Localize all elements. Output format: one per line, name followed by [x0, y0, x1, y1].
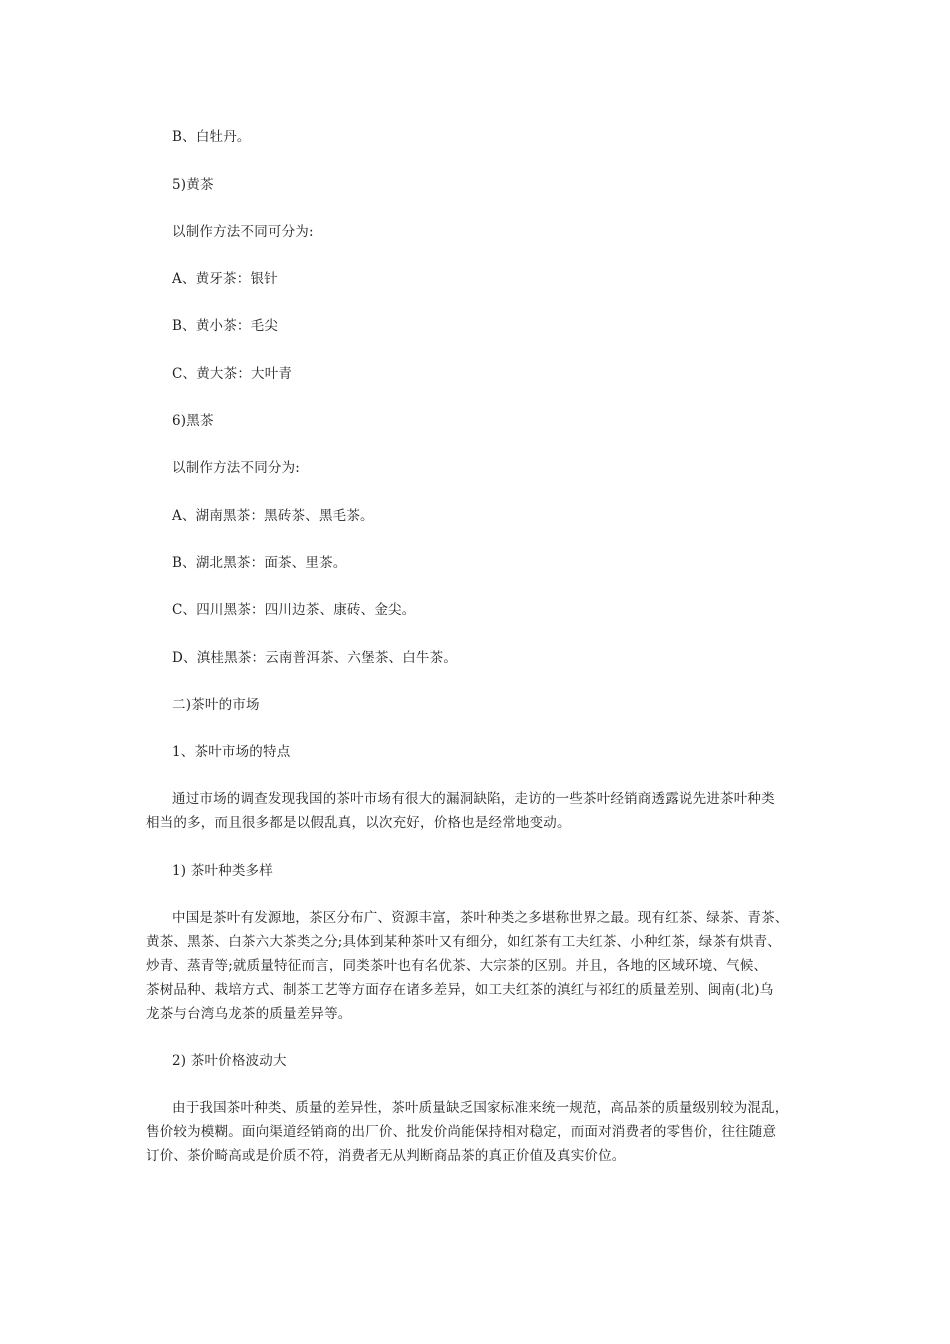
paragraph-line: 售价较为模糊。面向渠道经销商的出厂价、批发价尚能保持相对稳定，而面对消费者的零售价，往往随意 [146, 1124, 777, 1140]
list-item: A、湖南黑茶：黑砖茶、黑毛茶。 [172, 508, 374, 524]
paragraph-market-survey [146, 787, 812, 835]
section-heading-dark-tea: 6)黑茶 [172, 413, 214, 429]
list-item: C、黄大茶：大叶青 [172, 366, 293, 382]
paragraph-line: 龙茶与台湾乌龙茶的质量差异等。 [146, 1006, 352, 1022]
list-item: A、黄牙茶：银针 [172, 271, 278, 287]
text-line: 以制作方法不同可分为: [172, 224, 314, 240]
paragraph-line: 由于我国茶叶种类、质量的差异性，茶叶质量缺乏国家标准来统一规范，高品茶的质量级别较为混乱， [172, 1100, 789, 1116]
subsection-heading: 1) 茶叶种类多样 [172, 863, 273, 879]
paragraph-tea-variety [146, 906, 812, 1026]
subsection-heading: 1、茶叶市场的特点 [172, 744, 291, 760]
list-item: B、黄小茶：毛尖 [172, 318, 279, 334]
list-item: C、四川黑茶：四川边茶、康砖、金尖。 [172, 602, 416, 618]
text-line: 以制作方法不同分为: [172, 460, 301, 476]
subsection-heading: 2) 茶叶价格波动大 [172, 1053, 287, 1069]
paragraph-line: 茶树品种、栽培方式、制茶工艺等方面存在诸多差异，如工夫红茶的滇红与祁红的质量差别、闽南(北)乌 [146, 982, 774, 998]
list-item: B、湖北黑茶：面茶、里茶。 [172, 555, 347, 571]
paragraph-line: 相当的多，而且很多都是以假乱真，以次充好，价格也是经常地变动。 [146, 815, 571, 831]
section-heading-market: 二)茶叶的市场 [172, 697, 260, 713]
text-line: B、白牡丹。 [172, 129, 251, 145]
paragraph-line: 订价、茶价畸高或是价质不符，消费者无从判断商品茶的真正价值及真实价位。 [146, 1148, 626, 1164]
paragraph-price-fluctuation [146, 1096, 812, 1168]
paragraph-line: 中国是茶叶有发源地，茶区分布广、资源丰富，茶叶种类之多堪称世界之最。现有红茶、绿茶、青茶、 [172, 910, 789, 926]
paragraph-line: 通过市场的调查发现我国的茶叶市场有很大的漏洞缺陷，走访的一些茶叶经销商透露说先进茶叶种类 [172, 791, 775, 807]
section-heading-yellow-tea: 5)黄茶 [172, 177, 214, 193]
paragraph-line: 炒青、蒸青等;就质量特征而言，同类茶叶也有名优茶、大宗茶的区别。并且，各地的区域环境、气候、 [146, 958, 768, 974]
paragraph-line: 黄茶、黑茶、白茶六大茶类之分;具体到某种茶叶又有细分，如红茶有工夫红茶、小种红茶，绿茶有烘青、 [146, 934, 781, 950]
list-item: D、滇桂黑茶：云南普洱茶、六堡茶、白牛茶。 [172, 650, 458, 666]
